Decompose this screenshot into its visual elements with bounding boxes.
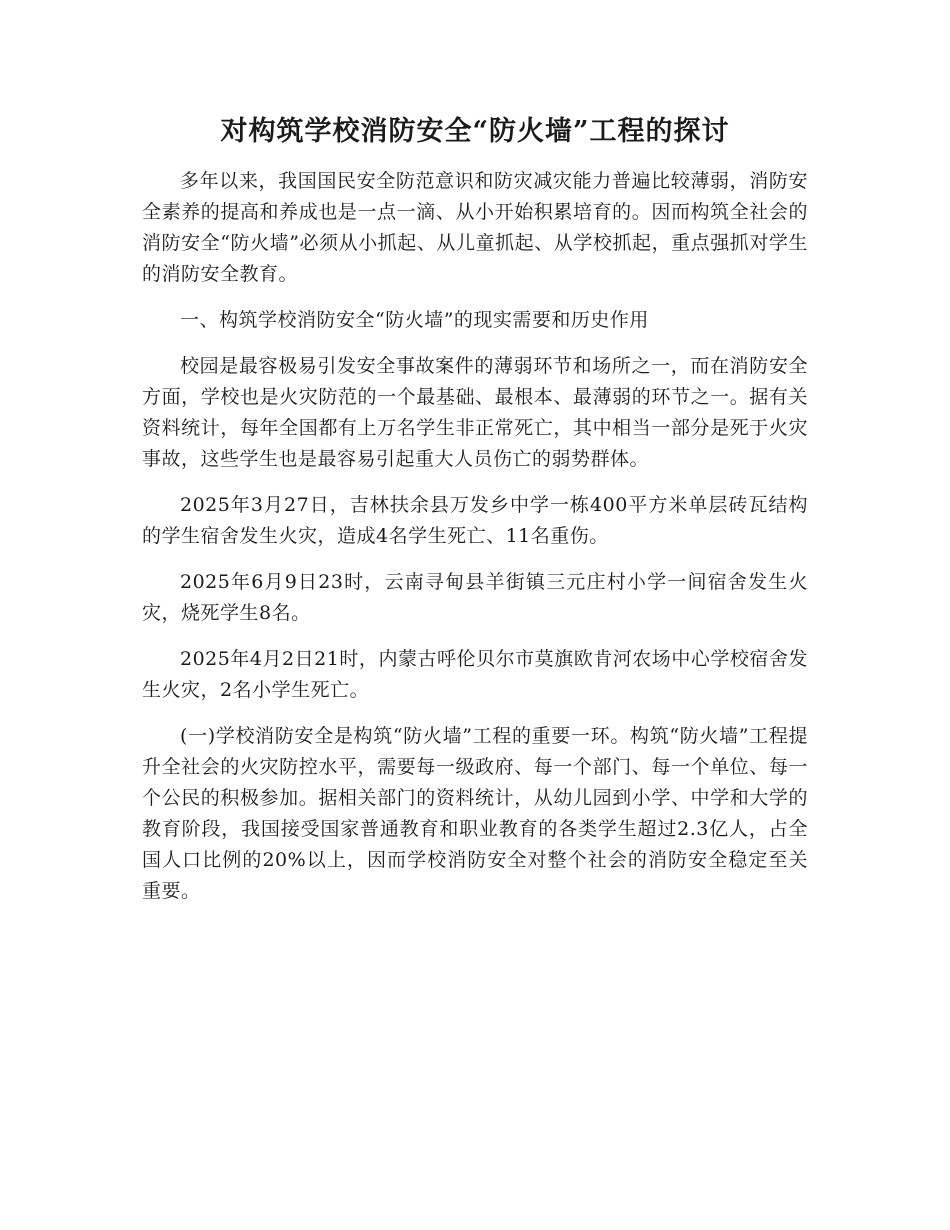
section-heading: 一、构筑学校消防安全“防火墙”的现实需要和历史作用	[180, 309, 649, 331]
incident-paragraph: 2025年6月9日23时，云南寻甸县羊街镇三元庄村小学一间宿舍发生火灾，烧死学生8名。	[142, 571, 808, 624]
document-body	[142, 166, 808, 922]
document-title: 对构筑学校消防安全“防火墙”工程的探讨	[220, 116, 730, 147]
intro-paragraph: 多年以来，我国国民安全防范意识和防灾减灾能力普遍比较薄弱，消防安全素养的提高和养成也是一点一滴、从小开始积累培育的。因而构筑全社会的消防安全“防火墙”必须从小抓起、从儿童抓起、从学校抓起，重点强抓对学生的消防安全教育。	[142, 170, 808, 285]
incident-paragraph: 2025年4月2日21时，内蒙古呼伦贝尔市莫旗欧肯河农场中心学校宿舍发生火灾，2名小学生死亡。	[142, 648, 808, 701]
subsection-paragraph: (一)学校消防安全是构筑“防火墙”工程的重要一环。构筑“防火墙”工程提升全社会的火灾防控水平，需要每一级政府、每一个部门、每一个单位、每一个公民的积极参加。据相关部门的资料统计，从幼儿园到小学、中学和大学的教育阶段，我国接受国家普通教育和职业教育的各类学生超过2.3亿人，占全国人口比例的20%以上，因而学校消防安全对整个社会的消防安全稳定至关重要。	[142, 725, 808, 902]
body-paragraph: 校园是最容极易引发安全事故案件的薄弱环节和场所之一，而在消防安全方面，学校也是火灾防范的一个最基础、最根本、最薄弱的环节之一。据有关资料统计，每年全国都有上万名学生非正常死亡，其中相当一部分是死于火灾事故，这些学生也是最容易引起重大人员伤亡的弱势群体。	[142, 355, 808, 470]
incident-paragraph: 2025年3月27日，吉林扶余县万发乡中学一栋400平方米单层砖瓦结构的学生宿舍发生火灾，造成4名学生死亡、11名重伤。	[142, 494, 808, 547]
